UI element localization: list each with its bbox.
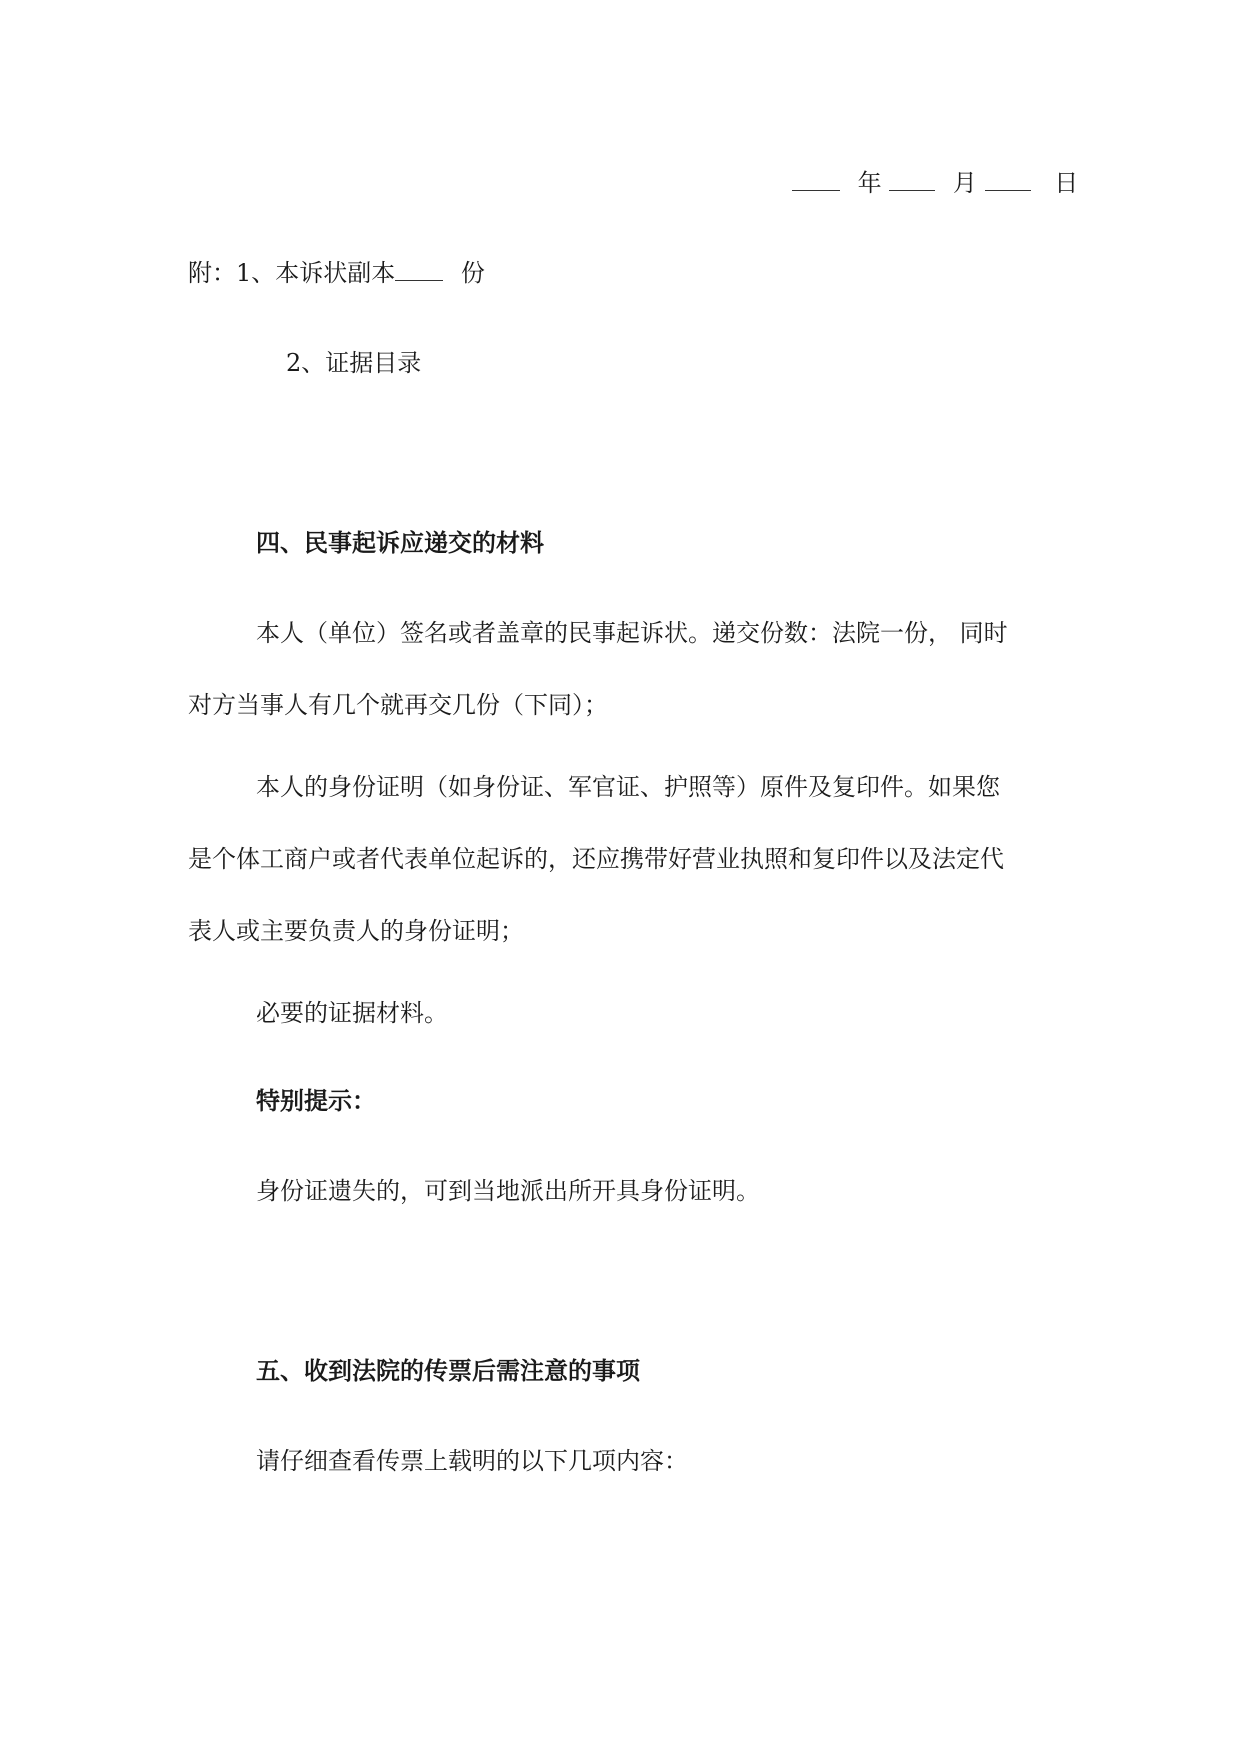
copies-blank xyxy=(395,262,443,281)
attachment-1-suffix: 份 xyxy=(460,259,485,287)
month-blank xyxy=(889,172,935,191)
day-blank xyxy=(985,172,1031,191)
month-label: 月 xyxy=(952,169,977,197)
section-4-paragraph-1-line-1: 本人（单位）签名或者盖章的民事起诉状。递交份数：法院一份， 同时 xyxy=(256,619,1008,647)
year-blank xyxy=(792,172,840,191)
section-4-paragraph-2-line-3: 表人或主要负责人的身份证明； xyxy=(188,917,524,945)
special-tip-heading: 特别提示： xyxy=(256,1086,376,1115)
date-line xyxy=(792,168,1078,198)
attachment-1-text: 附：1、本诉状副本 xyxy=(188,259,396,287)
section-4-paragraph-1-line-2: 对方当事人有几个就再交几份（下同）； xyxy=(188,691,608,719)
section-4-paragraph-2-line-1: 本人的身份证明（如身份证、军官证、护照等）原件及复印件。如果您 xyxy=(256,773,1000,801)
attachment-line-1 xyxy=(188,258,485,288)
section-5-paragraph-1: 请仔细查看传票上载明的以下几项内容： xyxy=(256,1447,688,1475)
section-5-heading: 五、收到法院的传票后需注意的事项 xyxy=(256,1356,640,1385)
day-label: 日 xyxy=(1054,169,1079,197)
special-tip-text: 身份证遗失的，可到当地派出所开具身份证明。 xyxy=(256,1177,760,1205)
section-4-paragraph-2-line-2: 是个体工商户或者代表单位起诉的，还应携带好营业执照和复印件以及法定代 xyxy=(188,845,1004,873)
year-label: 年 xyxy=(857,169,882,197)
section-4-heading: 四、民事起诉应递交的材料 xyxy=(256,528,544,557)
attachment-line-2: 2、证据目录 xyxy=(286,349,422,377)
section-4-paragraph-3: 必要的证据材料。 xyxy=(256,999,448,1027)
